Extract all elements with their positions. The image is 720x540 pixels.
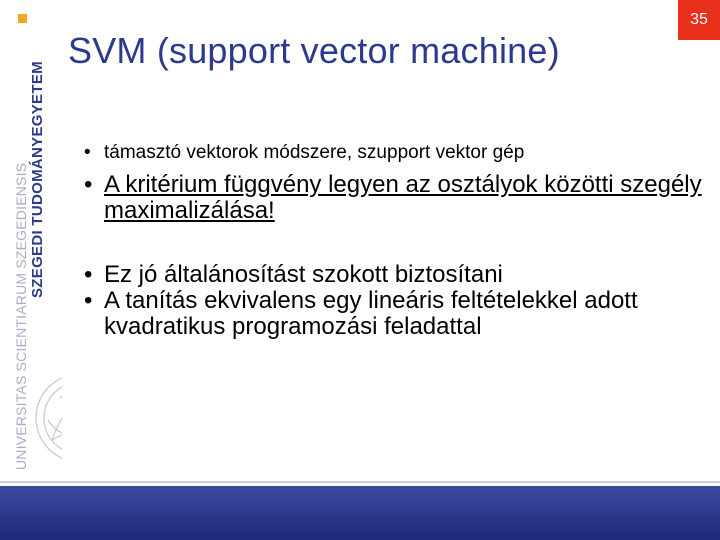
logo-text-hu: SZEGEDI TUDOMÁNYEGYETEM bbox=[29, 61, 46, 298]
bullet-item: • Ez jó általánosítást szokott biztosítani bbox=[80, 262, 710, 288]
university-logo bbox=[0, 0, 62, 480]
footer-band bbox=[0, 486, 720, 540]
logo-text-latin: UNIVERSITAS SCIENTIARUM SZEGEDIENSIS bbox=[13, 162, 29, 470]
bullet-list bbox=[80, 140, 710, 340]
bullet-item-emphasis: • A kritérium függvény legyen az osztályok közötti szegély maximalizálása! bbox=[80, 172, 710, 224]
seal-icon bbox=[36, 374, 62, 462]
page-number-badge: 35 bbox=[678, 0, 720, 40]
bullet-item: • A tanítás ekvivalens egy lineáris feltételekkel adott kvadratikus programozási feladattal bbox=[80, 288, 710, 340]
slide-title: SVM (support vector machine) bbox=[68, 30, 560, 71]
footer-divider bbox=[0, 481, 720, 483]
bullet-item: • támasztó vektorok módszere, szupport vektor gép bbox=[80, 140, 710, 166]
